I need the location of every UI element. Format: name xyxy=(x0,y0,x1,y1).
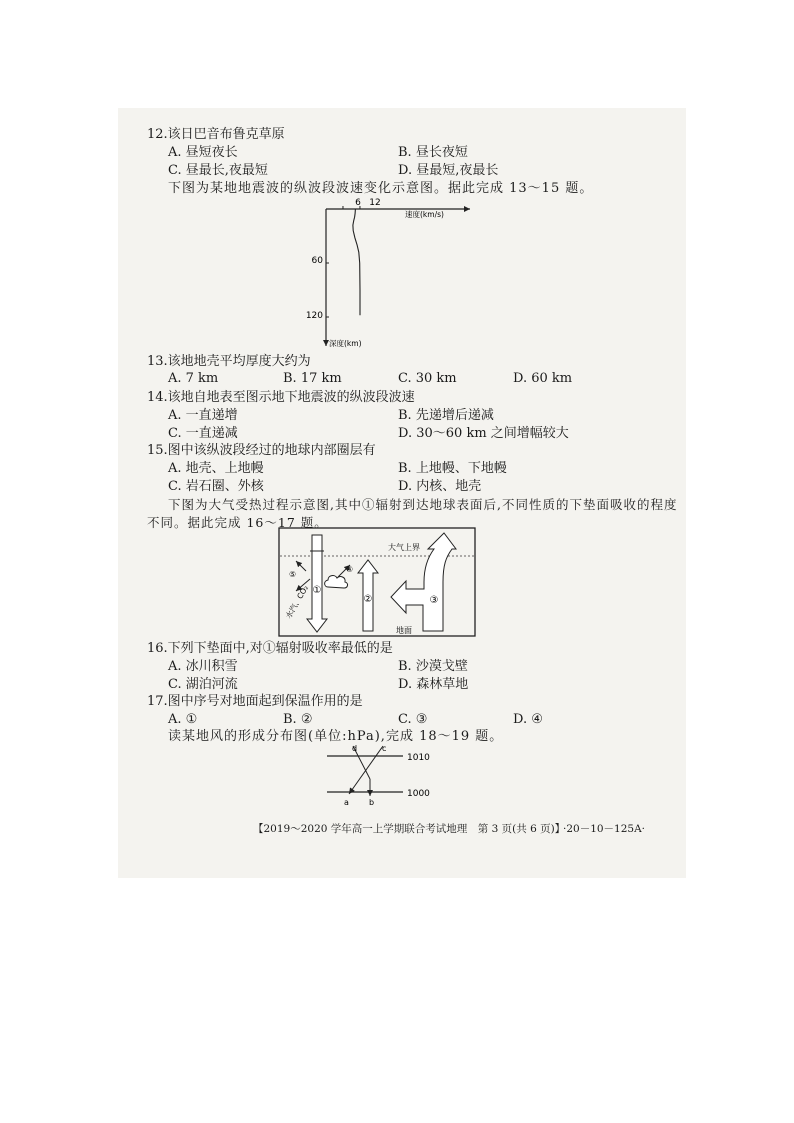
arrow-label-5: ⑤ xyxy=(289,570,297,579)
isobar-label-1000: 1000 xyxy=(407,789,430,799)
scatter-arrow xyxy=(296,561,306,571)
intro-13-15: 下图为某地地震波的纵波段波速变化示意图。据此完成 13～15 题。 xyxy=(168,181,594,196)
q13-option-a: A. 7 km xyxy=(168,371,219,386)
q17-option-c: C. ③ xyxy=(398,712,428,727)
wind-arrow-a xyxy=(349,746,383,794)
q17-option-a: A. ① xyxy=(168,712,198,727)
q16-option-b: B. 沙漠戈壁 xyxy=(398,659,468,674)
q14-stem: 14.该地自地表至图示地下地震波的纵波段波速 xyxy=(147,390,415,405)
x-tick-label-6: 6 xyxy=(355,198,361,208)
q15-option-c: C. 岩石圈、外核 xyxy=(168,479,264,494)
isobar-label-1010: 1010 xyxy=(407,753,430,763)
label-c: c xyxy=(382,744,387,753)
q14-option-c: C. 一直递减 xyxy=(168,426,238,441)
y-tick-label-120: 120 xyxy=(305,311,323,321)
solar-radiation-arrow xyxy=(307,535,327,632)
q12-option-b: B. 昼长夜短 xyxy=(398,145,468,160)
x-tick-label-12: 12 xyxy=(369,198,381,208)
q13-stem: 13.该地地壳平均厚度大约为 xyxy=(147,354,311,369)
q12-stem: 12.该日巴音布鲁克草原 xyxy=(147,127,285,142)
q13-option-b: B. 17 km xyxy=(283,371,342,386)
intro-16-17-line1: 下图为大气受热过程示意图,其中①辐射到达地球表面后,不同性质的下垫面吸收的程度 xyxy=(168,497,678,512)
x-axis-label: 速度(km/s) xyxy=(405,210,444,219)
q12-option-a: A. 昼短夜长 xyxy=(168,145,238,160)
intro-16-17-line2: 不同。据此完成 16～17 题。 xyxy=(147,515,328,530)
label-d: d xyxy=(352,744,358,753)
label-b: b xyxy=(369,798,375,807)
label-a: a xyxy=(344,798,349,807)
atmosphere-heating-diagram xyxy=(278,527,476,637)
wind-formation-diagram xyxy=(325,742,435,808)
q15-option-d: D. 内核、地壳 xyxy=(398,479,482,494)
q16-stem: 16.下列下垫面中,对①辐射吸收率最低的是 xyxy=(147,641,393,656)
arrow-label-3: ③ xyxy=(429,595,439,606)
q12-option-d: D. 昼最短,夜最长 xyxy=(398,163,499,178)
q16-option-d: D. 森林草地 xyxy=(398,677,469,692)
gas-label: 水汽、CO₂ xyxy=(283,583,311,620)
q13-option-c: C. 30 km xyxy=(398,371,457,386)
arrow-label-2: ② xyxy=(363,594,373,605)
y-tick-label-60: 60 xyxy=(311,256,323,266)
q17-option-d: D. ④ xyxy=(513,712,543,727)
arrow-label-1: ① xyxy=(312,585,322,596)
q17-option-b: B. ② xyxy=(283,712,313,727)
q15-option-a: A. 地壳、上地幔 xyxy=(168,461,264,476)
page-footer-code: ·20－10－125A· xyxy=(563,823,646,835)
q15-option-b: B. 上地幔、下地幔 xyxy=(398,461,507,476)
cloud-icon xyxy=(325,576,348,588)
y-axis-label: 深度(km) xyxy=(329,339,362,348)
q14-option-a: A. 一直递增 xyxy=(168,408,238,423)
q14-option-d: D. 30～60 km 之间增幅较大 xyxy=(398,426,569,441)
page-footer-title: 【2019～2020 学年高一上学期联合考试地理 第 3 页(共 6 页)】 xyxy=(253,823,566,835)
q16-option-a: A. 冰川积雪 xyxy=(168,659,238,674)
p-wave-velocity-curve xyxy=(353,209,360,315)
q12-option-c: C. 昼最长,夜最短 xyxy=(168,163,268,178)
intro-18-19: 读某地风的形成分布图(单位:hPa),完成 18～19 题。 xyxy=(168,729,504,744)
arrow-label-4: ④ xyxy=(346,565,354,574)
axis-ticks xyxy=(326,206,360,317)
q14-option-b: B. 先递增后递减 xyxy=(398,408,494,423)
q13-option-d: D. 60 km xyxy=(513,371,573,386)
seismic-wave-chart xyxy=(300,196,480,352)
ground-label: 地面 xyxy=(396,626,412,635)
q15-stem: 15.图中该纵波段经过的地球内部圈层有 xyxy=(147,443,376,458)
q17-stem: 17.图中序号对地面起到保温作用的是 xyxy=(147,694,363,709)
atmosphere-top-label: 大气上界 xyxy=(388,543,420,552)
q16-option-c: C. 湖泊河流 xyxy=(168,677,238,692)
